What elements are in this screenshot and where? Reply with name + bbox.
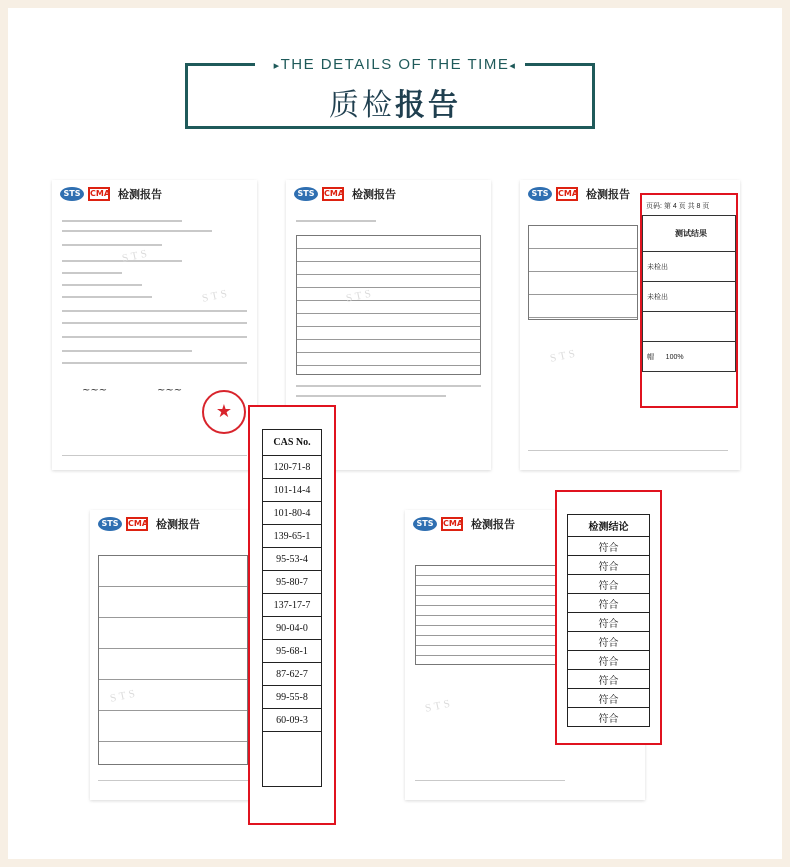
sts-logo: STS <box>294 187 318 201</box>
cas-cell: 95-80-7 <box>263 571 322 594</box>
report-page-1 <box>52 180 257 470</box>
test-result-cell: 帽 100% <box>643 342 736 372</box>
watermark: STS <box>549 347 579 365</box>
cas-cell: 139-65-1 <box>263 525 322 548</box>
cma-logo: CMA <box>556 187 578 201</box>
test-result-highlight <box>640 193 738 408</box>
test-result-cell: 未检出 <box>643 282 736 312</box>
report-title: 检测报告 <box>118 188 162 201</box>
cas-cell: 101-14-4 <box>263 479 322 502</box>
watermark: STS <box>201 287 231 305</box>
cas-cell: 87-62-7 <box>263 663 322 686</box>
header-subtitle: ▸THE DETAILS OF THE TIME◂ <box>273 56 517 73</box>
conclusion-cell: 符合 <box>568 632 650 651</box>
conclusion-cell: 符合 <box>568 556 650 575</box>
test-result-cell <box>643 312 736 342</box>
cas-highlight <box>248 405 336 825</box>
cas-cell: 99-55-8 <box>263 686 322 709</box>
conclusion-cell: 符合 <box>568 575 650 594</box>
cas-cell: 120-71-8 <box>263 456 322 479</box>
cas-cell-empty <box>263 732 322 787</box>
watermark: STS <box>424 697 454 715</box>
conclusion-cell: 符合 <box>568 594 650 613</box>
signature: ~~~ <box>82 385 108 396</box>
cma-logo: CMA <box>126 517 148 531</box>
conclusion-cell: 符合 <box>568 613 650 632</box>
cma-logo: CMA <box>441 517 463 531</box>
conclusion-cell: 符合 <box>568 689 650 708</box>
watermark: STS <box>121 247 151 265</box>
cma-logo: CMA <box>88 187 110 201</box>
test-result-table <box>642 215 736 372</box>
conclusion-cell: 符合 <box>568 537 650 556</box>
conclusion-cell: 符合 <box>568 708 650 727</box>
sts-logo: STS <box>413 517 437 531</box>
cas-table <box>262 429 322 787</box>
cas-cell: 60-09-3 <box>263 709 322 732</box>
cas-header: CAS No. <box>263 430 322 456</box>
conclusion-cell: 符合 <box>568 651 650 670</box>
official-seal: ★ <box>202 390 246 434</box>
report-title: 检测报告 <box>471 518 515 531</box>
conclusion-header: 检测结论 <box>568 515 650 537</box>
cas-cell: 101-80-4 <box>263 502 322 525</box>
sts-logo: STS <box>98 517 122 531</box>
cma-logo: CMA <box>322 187 344 201</box>
sts-logo: STS <box>60 187 84 201</box>
report-title: 检测报告 <box>586 188 630 201</box>
conclusion-table <box>567 514 650 727</box>
header-title: 质检报告 <box>329 88 461 123</box>
conclusion-cell: 符合 <box>568 670 650 689</box>
cas-cell: 95-53-4 <box>263 548 322 571</box>
cas-cell: 90-04-0 <box>263 617 322 640</box>
report-title: 检测报告 <box>156 518 200 531</box>
test-result-cell: 未检出 <box>643 252 736 282</box>
watermark: STS <box>109 687 139 705</box>
conclusion-highlight <box>555 490 662 745</box>
cas-cell: 137-17-7 <box>263 594 322 617</box>
test-result-header: 测试结果 <box>643 216 736 252</box>
watermark: STS <box>345 287 375 305</box>
sts-logo: STS <box>528 187 552 201</box>
report-title: 检测报告 <box>352 188 396 201</box>
page-label: 页码: 第 4 页 共 8 页 <box>646 203 710 210</box>
cas-cell: 95-68-1 <box>263 640 322 663</box>
signature: ~~~ <box>157 385 183 396</box>
